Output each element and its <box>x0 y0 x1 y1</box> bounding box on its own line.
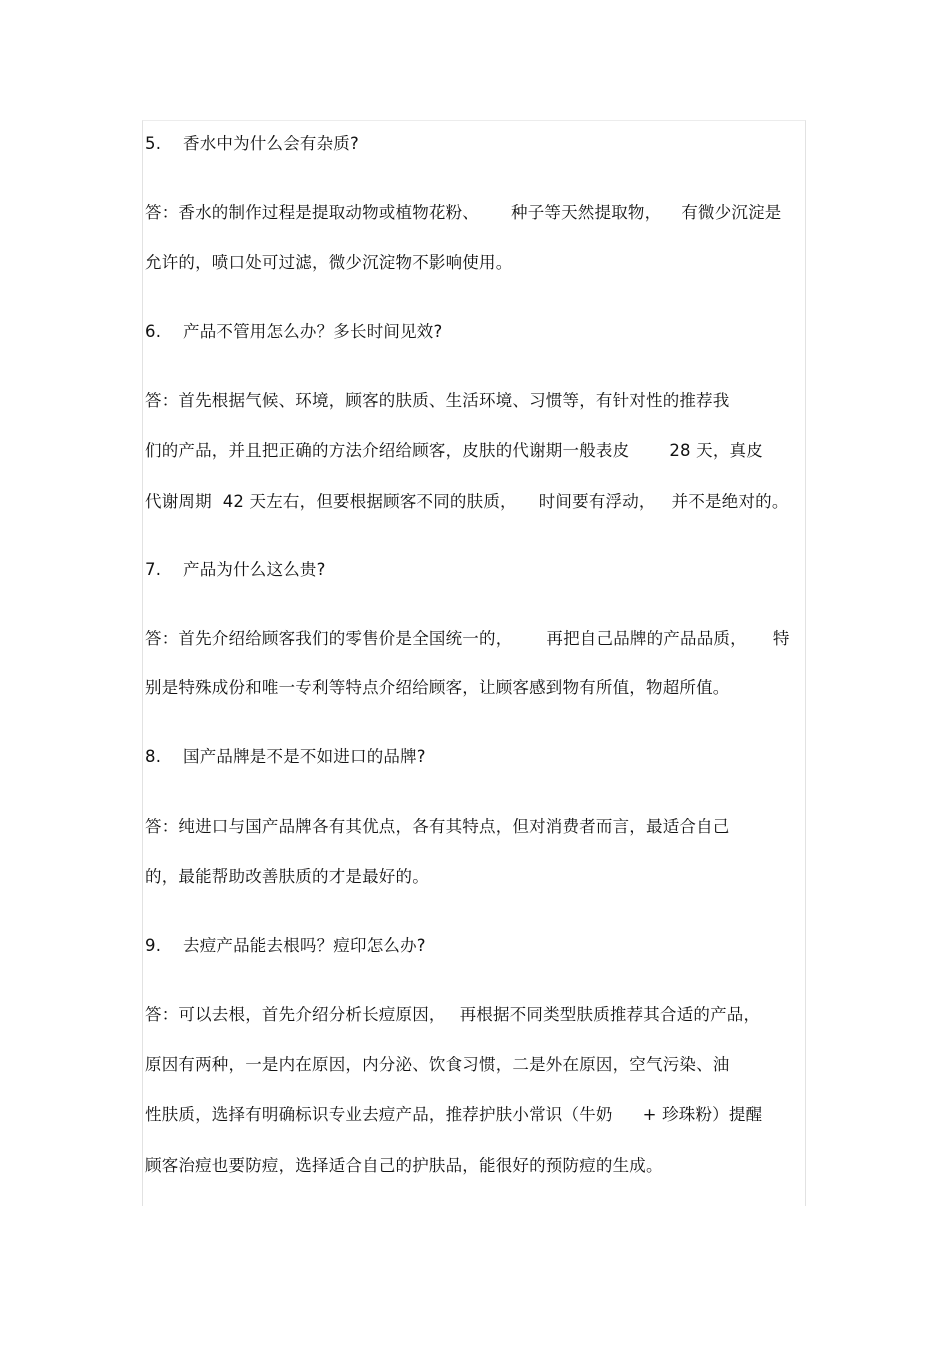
question-7 <box>145 560 326 580</box>
question-number: 9. <box>145 936 162 955</box>
question-number: 6. <box>145 322 162 341</box>
answer-5-line-1 <box>145 203 782 223</box>
answer-5-line-2 <box>145 253 512 273</box>
answer-segment: 答：首先根据气候、环境，顾客的肤质、生活环境、习惯等，有针对性的推荐我 <box>145 391 730 410</box>
answer-segment: 顾客治痘也要防痘，选择适合自己的护肤品，能很好的预防痘的生成。 <box>145 1156 663 1175</box>
answer-6-line-3 <box>145 492 789 512</box>
question-text: 国产品牌是不是不如进口的品牌? <box>183 747 426 766</box>
answer-segment: 特 <box>772 629 790 648</box>
answer-segment: 原因有两种，一是内在原因，内分泌、饮食习惯，二是外在原因，空气污染、油 <box>145 1055 730 1074</box>
answer-8-line-1 <box>145 817 730 837</box>
question-text: 产品为什么这么贵? <box>183 560 326 579</box>
answer-segment: 答：可以去根，首先介绍分析长痘原因， <box>145 1005 446 1024</box>
answer-7-line-2 <box>145 678 730 698</box>
question-number: 5. <box>145 134 162 153</box>
answer-7-line-1 <box>145 629 790 649</box>
question-5 <box>145 134 359 154</box>
answer-segment: 种子等天然提取物， <box>511 203 662 222</box>
answer-9-line-4 <box>145 1156 663 1176</box>
answer-segment: 们的产品，并且把正确的方法介绍给顾客，皮肤的代谢期一般表皮 <box>145 441 630 460</box>
page-frame <box>142 120 806 1206</box>
answer-segment: 并不是绝对的。 <box>671 492 789 511</box>
answer-9-line-2 <box>145 1055 730 1075</box>
answer-6-line-2 <box>145 441 763 461</box>
question-text: 去痘产品能去根吗？痘印怎么办? <box>183 936 426 955</box>
question-number: 7. <box>145 560 162 579</box>
answer-segment: 的，最能帮助改善肤质的才是最好的。 <box>145 867 429 886</box>
answer-segment: 答：纯进口与国产品牌各有其优点，各有其特点，但对消费者而言，最适合自己 <box>145 817 730 836</box>
question-6 <box>145 322 442 342</box>
answer-segment: 再根据不同类型肤质推荐其合适的产品， <box>459 1005 761 1024</box>
answer-segment: 答：香水的制作过程是提取动物或植物花粉、 <box>145 203 479 222</box>
question-number: 8. <box>145 747 162 766</box>
answer-segment: 再把自己品牌的产品品质， <box>546 629 747 648</box>
answer-segment: 答：首先介绍给顾客我们的零售价是全国统一的， <box>145 629 513 648</box>
question-text: 香水中为什么会有杂质? <box>183 134 359 153</box>
answer-8-line-2 <box>145 867 429 887</box>
answer-6-line-1 <box>145 391 730 411</box>
question-text: 产品不管用怎么办？多长时间见效? <box>183 322 443 341</box>
answer-9-line-3 <box>145 1105 762 1125</box>
answer-segment: 时间要有浮动， <box>538 492 656 511</box>
answer-segment: + 珍珠粉）提醒 <box>642 1105 763 1124</box>
answer-segment: 允许的，喷口处可过滤，微少沉淀物不影响使用。 <box>145 253 513 272</box>
answer-9-line-1 <box>145 1005 760 1025</box>
answer-segment: 28 天，真皮 <box>669 441 763 460</box>
question-9 <box>145 936 426 956</box>
answer-segment: 别是特殊成份和唯一专利等特点介绍给顾客，让顾客感到物有所值，物超所值。 <box>145 678 730 697</box>
question-8 <box>145 747 426 767</box>
answer-segment: 有微少沉淀是 <box>681 203 782 222</box>
answer-segment: 代谢周期 42 天左右，但要根据顾客不同的肤质， <box>145 492 517 511</box>
answer-segment: 性肤质，选择有明确标识专业去痘产品，推荐护肤小常识（牛奶 <box>145 1105 613 1124</box>
